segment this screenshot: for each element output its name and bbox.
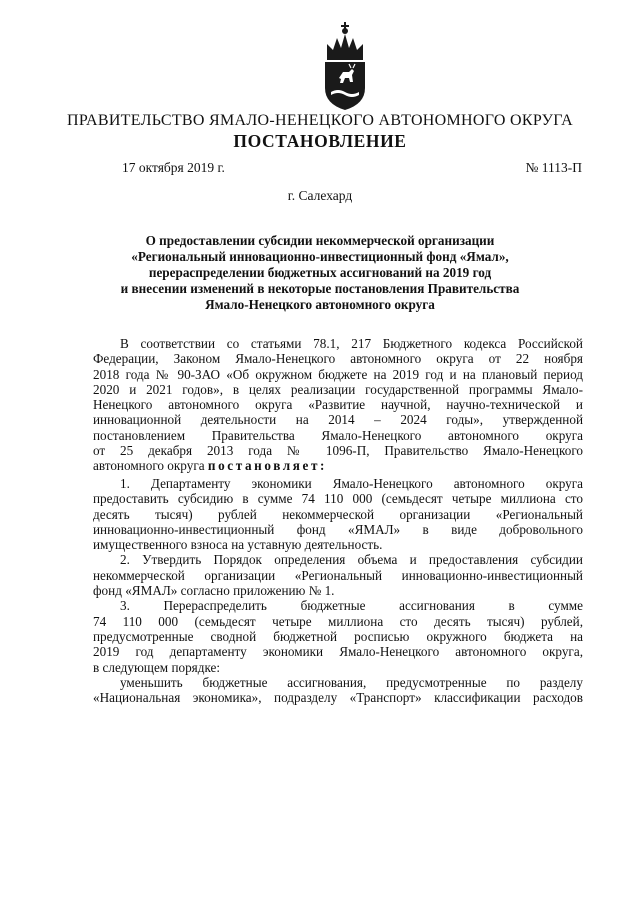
- coat-of-arms-icon: [319, 20, 371, 112]
- text-line: от 25 декабря 2013 года № 1096-П, Правительство Ямало-Ненецкого: [93, 443, 583, 459]
- text-line: десять тысяч) рублей некоммерческой организации «Региональный: [93, 506, 583, 522]
- text-line: 1. Департаменту экономики Ямало-Ненецкого автономного округа: [120, 476, 583, 491]
- heading-line: и внесении изменений в некоторые постановления Правительства: [120, 281, 520, 296]
- text-line: 3. Перераспределить бюджетные ассигнования в сумме: [120, 598, 583, 614]
- text-line: «Национальная экономика», подразделу «Транспорт» классификации расходов: [93, 690, 583, 706]
- document-date: 17 октября 2019 г.: [122, 160, 225, 175]
- decree-heading: [90, 233, 550, 313]
- text-line: В соответствии со статьями 78.1, 217 Бюджетного кодекса Российской: [120, 336, 583, 351]
- text-line: предоставить субсидию в сумме 74 110 000 (семьдесят четыре миллиона сто: [93, 491, 583, 507]
- text-line: Федерации, Законом Ямало-Ненецкого автономного округа от 22 ноября: [93, 351, 583, 367]
- preamble-paragraph: [93, 336, 583, 474]
- city-name: г. Салехард: [287, 188, 353, 203]
- text-line: предусмотренные сводной бюджетной росписью окружного бюджета на: [93, 628, 583, 644]
- text-fragment: автономного округа: [93, 458, 208, 474]
- text-line: некоммерческой организации «Региональный инновационно-инвестиционный: [93, 567, 583, 583]
- text-line: 2. Утвердить Порядок определения объема и предоставления субсидии: [120, 552, 583, 568]
- text-line: 74 110 000 (семьдесят четыре миллиона сто десять тысяч) рублей,: [93, 613, 583, 629]
- heading-line: Ямало-Ненецкого автономного округа: [205, 297, 435, 312]
- text-line: инновационно-инвестиционный фонд «ЯМАЛ» в виде добровольного: [93, 521, 583, 537]
- decree-items: [93, 476, 583, 705]
- heading-line: перераспределении бюджетных ассигнований на 2019 год: [148, 265, 492, 280]
- text-line: фонд «ЯМАЛ» согласно приложению № 1.: [93, 583, 335, 599]
- decrees-word: постановляет:: [207, 458, 328, 474]
- text-line: 2020 и 2021 годов», в целях реализации государственной программы Ямало-: [93, 381, 583, 397]
- text-line: 2019 год департаменту экономики Ямало-Ненецкого автономного округа,: [93, 644, 583, 660]
- text-line: 2018 года № 90-ЗАО «Об окружном бюджете на 2019 год и на плановый период: [93, 366, 583, 382]
- heading-line: О предоставлении субсидии некоммерческой организации: [145, 233, 495, 248]
- document-type-title: ПОСТАНОВЛЕНИЕ: [233, 131, 407, 151]
- text-line: инновационной деятельности на 2014 – 2024 годы», утвержденной: [93, 412, 583, 428]
- text-line: [93, 458, 583, 473]
- text-line: Ненецкого автономного округа «Развитие научной, научно-технической и: [93, 397, 583, 413]
- text-line: в следующем порядке:: [93, 659, 221, 675]
- document-number: № 1113-П: [525, 160, 582, 175]
- text-line: имущественного взноса на уставную деятельность.: [93, 537, 383, 553]
- government-title: ПРАВИТЕЛЬСТВО ЯМАЛО-НЕНЕЦКОГО АВТОНОМНОГО ОКРУГА: [67, 112, 573, 129]
- text-line: постановлением Правительства Ямало-Ненецкого автономного округа: [93, 427, 583, 443]
- text-line: уменьшить бюджетные ассигнования, предусмотренные по разделу: [120, 674, 583, 690]
- heading-line: «Региональный инновационно-инвестиционный фонд «Ямал»,: [131, 249, 509, 264]
